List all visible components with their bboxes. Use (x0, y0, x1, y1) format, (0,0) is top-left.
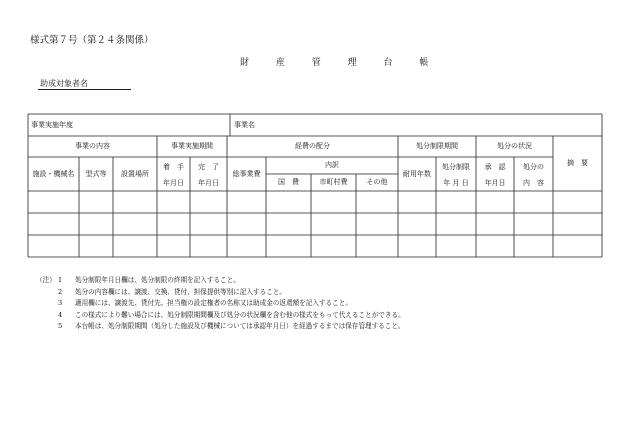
note-item (36, 310, 405, 322)
note-item (36, 321, 405, 333)
note-text: 適用欄には、譲渡先、貸付先、担当権の設定権者の名称又は助成金の返還額を記入すること。 (75, 299, 352, 308)
breakdown-header: 内訳 (325, 161, 339, 169)
note-item (36, 287, 405, 299)
completion-date-header-line2: 年月日 (198, 178, 219, 187)
note-prefix (36, 298, 58, 310)
start-date-header-line1: 着 手 (163, 162, 184, 171)
form-number: 様式第７号（第２４条関係） (30, 35, 154, 46)
project-content-header: 事業の内容 (75, 142, 110, 150)
other-cost-header: その他 (366, 178, 388, 186)
note-text: 処分の内容欄には、譲渡、交換、貸付、担保提供等別に記入すること。 (75, 287, 286, 296)
notes-section (36, 275, 405, 333)
disposal-limit-date-header-line1: 処分制限 (442, 162, 470, 171)
recipient-label: 助成対象者名 (40, 79, 88, 88)
total-cost-header: 総事業費 (232, 169, 261, 178)
note-number: 3 (58, 299, 63, 308)
start-date-header-line2: 年月日 (163, 178, 184, 187)
note-number: 4 (58, 310, 63, 319)
municipal-cost-header: 市町村費 (319, 178, 348, 186)
fiscal-year-label: 事業実施年度 (31, 120, 73, 129)
approval-date-header-line1: 承 認 (484, 162, 506, 171)
note-number: 5 (58, 322, 63, 331)
disposal-status-header: 処分の状況 (497, 142, 532, 150)
disposal-content-header-line2: 内 容 (523, 178, 544, 187)
note-number: 2 (58, 287, 63, 296)
disposal-limit-period-header: 処分制限期間 (416, 142, 458, 150)
disposal-limit-date-header-line2: 年 月 日 (443, 178, 469, 187)
cost-allocation-header: 経費の配分 (295, 142, 330, 150)
approval-date-header-line2: 年月日 (484, 178, 506, 187)
note-text: この様式により難い場合には、処分制限期間欄及び処分の状況欄を含む他の様式をもって代えることができる。 (75, 310, 405, 319)
note-item (36, 275, 405, 287)
implementation-period-header: 事業実施期間 (171, 142, 213, 150)
note-item (36, 298, 405, 310)
location-header: 設置場所 (121, 169, 149, 178)
project-name-label: 事業名 (234, 120, 255, 129)
note-prefix (36, 321, 58, 333)
model-header: 型式等 (85, 169, 107, 178)
remarks-header: 摘 要 (567, 159, 588, 167)
note-number: 1 (58, 276, 63, 284)
facility-name-header: 施設・機械名 (32, 169, 75, 178)
disposal-content-header-line1: 処分の (523, 162, 544, 171)
document-title: 財 産 管 理 台 帳 (240, 58, 441, 68)
note-prefix (36, 310, 58, 322)
note-prefix: （注） (36, 276, 56, 284)
completion-date-header-line1: 完 了 (198, 162, 219, 171)
national-cost-header: 国 費 (278, 178, 299, 186)
useful-life-header: 耐用年数 (403, 169, 431, 178)
note-text: 処分制限年月日欄は、処分制限の終期を記入すること。 (75, 276, 240, 284)
note-prefix (36, 287, 58, 299)
note-text: 本台帳は、処分制限期間（処分した施設及び機械については承認年月日）を経過するまでは保存管理すること。 (75, 322, 405, 331)
